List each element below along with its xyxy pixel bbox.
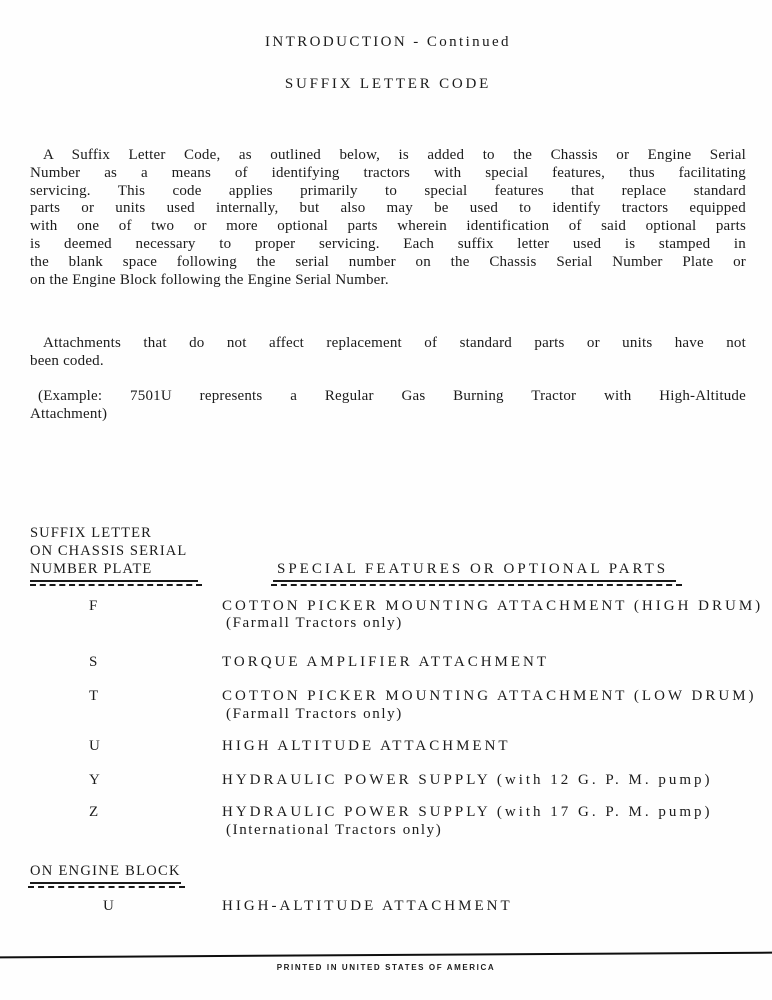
table-header (30, 524, 746, 582)
text-line: Number as a means of identifying tractors with special features, thus facilitating (30, 164, 746, 181)
text-line: Attachment) (30, 405, 108, 422)
engine-block-heading: ON ENGINE BLOCK (30, 863, 181, 884)
row-letter: S (89, 653, 98, 670)
row-description (222, 688, 757, 723)
text-line: servicing. This code applies primarily to special features that replace standard (30, 182, 746, 199)
table-row (30, 654, 746, 672)
row-feature: HIGH-ALTITUDE ATTACHMENT (222, 898, 513, 915)
text-line: been coded. (30, 353, 104, 370)
row-description (222, 804, 746, 839)
suffix-table (30, 597, 764, 840)
table-row (30, 804, 746, 839)
row-letter: T (89, 688, 99, 705)
text-line: on the Engine Block following the Engine Serial Number. (30, 271, 389, 288)
header-line: SUFFIX LETTER (30, 524, 152, 541)
row-feature: HYDRAULIC POWER SUPPLY (with 12 G. P. M. pump) (222, 771, 713, 788)
row-note: (Farmall Tractors only) (226, 615, 403, 632)
printed-note: PRINTED IN UNITED STATES OF AMERICA (276, 963, 496, 972)
row-feature: TORQUE AMPLIFIER ATTACHMENT (222, 653, 550, 670)
engine-block-section (30, 839, 746, 916)
text-line: Attachments that do not affect replacement of standard parts or units have not (43, 335, 746, 352)
intro-heading: INTRODUCTION - Continued (265, 34, 511, 50)
table-row (30, 772, 746, 790)
row-note: (Farmall Tractors only) (226, 705, 403, 722)
table-row (30, 898, 746, 916)
page-content (30, 0, 764, 916)
row-letter: U (89, 738, 100, 755)
row-letter: U (103, 898, 114, 915)
row-description (222, 738, 746, 756)
header-line: ON CHASSIS SERIAL (30, 542, 188, 559)
row-description (222, 654, 746, 672)
row-letter: Z (89, 804, 99, 821)
text-line: (Example: 7501U represents a Regular Gas Burning Tractor with High-Altitude (38, 387, 746, 404)
column-header-suffix-letter (30, 524, 198, 582)
row-feature: COTTON PICKER MOUNTING ATTACHMENT (LOW DRUM) (222, 688, 757, 705)
row-letter: F (89, 597, 98, 614)
header-line-underlined: NUMBER PLATE (30, 560, 198, 582)
row-description (222, 598, 763, 633)
footer-rule (0, 952, 772, 959)
text-line: with one of two or more optional parts wherein identification of said optional parts (30, 218, 746, 235)
row-feature: HYDRAULIC POWER SUPPLY (with 17 G. P. M. pump) (222, 804, 713, 821)
row-letter: Y (89, 771, 100, 788)
row-description (222, 898, 746, 916)
text-line: is deemed necessary to proper servicing. Each suffix letter used is stamped in (30, 235, 746, 252)
suffix-code-heading: SUFFIX LETTER CODE (284, 76, 492, 92)
table-row (30, 597, 764, 633)
text-line: parts or units used internally, but also may be used to identify tractors equipped (30, 200, 746, 217)
text-line: the blank space following the serial number on the Chassis Serial Number Plate or (30, 253, 746, 270)
table-row (30, 738, 746, 756)
row-description (222, 772, 746, 790)
row-note: (International Tractors only) (226, 821, 443, 838)
table-row (30, 688, 757, 723)
row-feature: HIGH ALTITUDE ATTACHMENT (222, 738, 511, 755)
example-paragraph (30, 388, 746, 424)
row-feature: COTTON PICKER MOUNTING ATTACHMENT (HIGH DRUM) (222, 597, 764, 614)
column-header-features: SPECIAL FEATURES OR OPTIONAL PARTS (273, 561, 676, 582)
intro-paragraph (30, 147, 746, 289)
text-line: A Suffix Letter Code, as outlined below, is added to the Chassis or Engine Serial (43, 147, 746, 163)
coding-note-paragraph (30, 335, 746, 371)
